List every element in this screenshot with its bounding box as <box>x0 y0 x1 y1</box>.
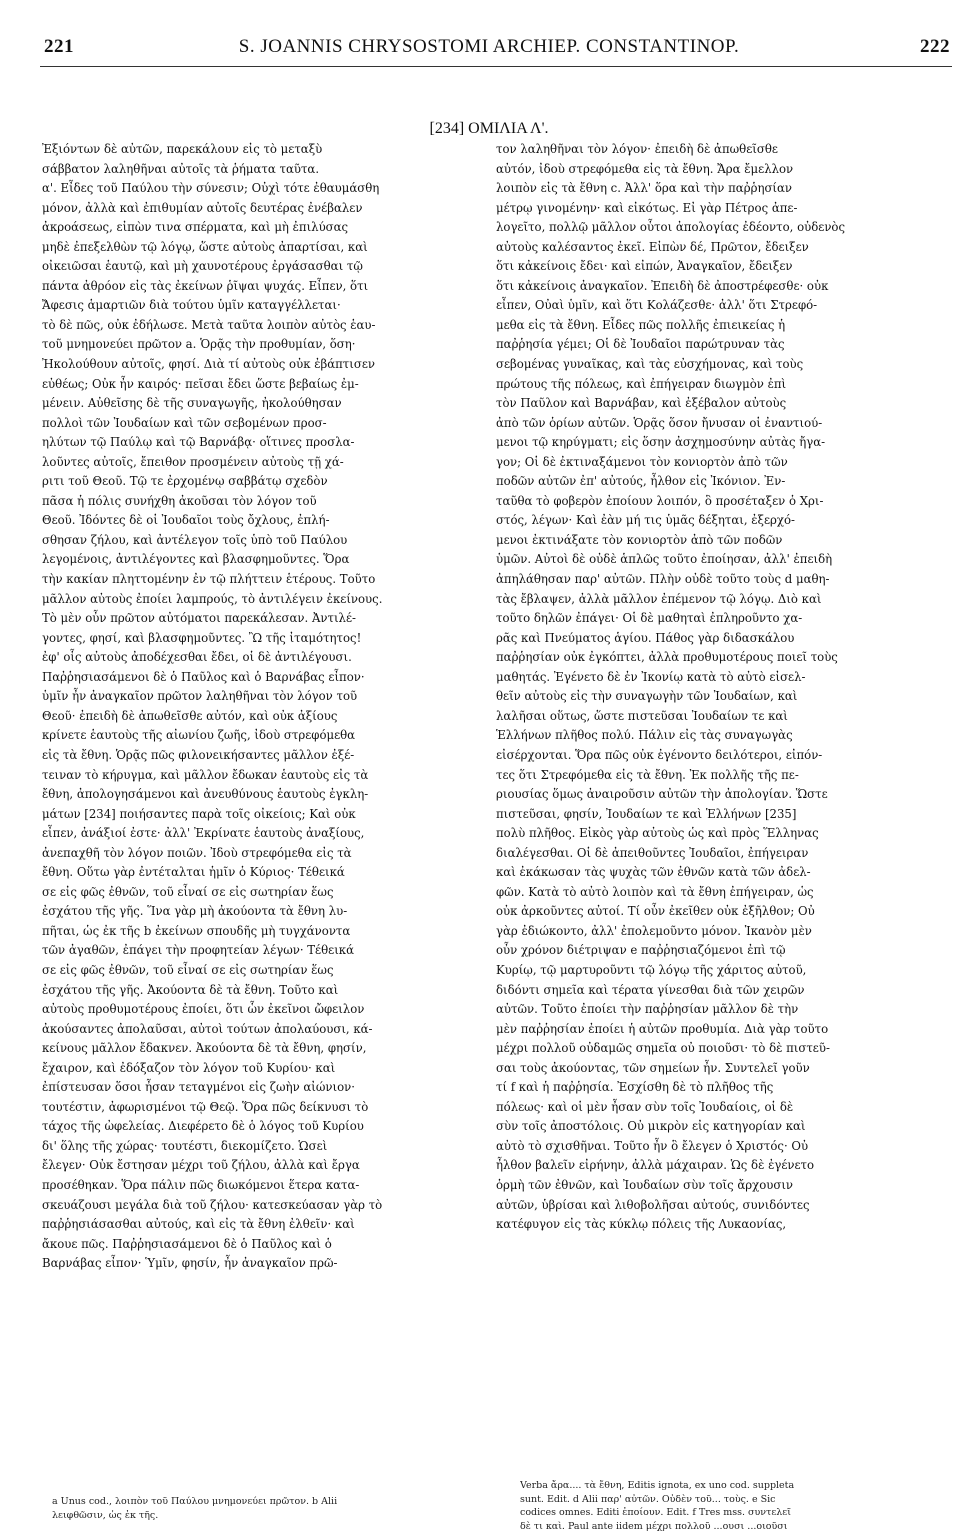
text-line: λογεῖτο, πολλῷ μᾶλλον οὗτοι ἀπολογίας ἐδέοντο, οὐδενὸς <box>496 220 846 235</box>
text-line: πόλεως· καὶ οἱ μὲν ἦσαν σὺν τοῖς Ἰουδαίοις, οἱ δὲ <box>496 1099 794 1114</box>
text-line: τάχος τῆς ὠφελείας. Διεφέρετο δὲ ὁ λόγος τοῦ Κυρίου <box>42 1119 364 1134</box>
text-line: ἀπηλάθησαν παρ' αὐτῶν. Πλὴν οὐδὲ τοῦτο τοὺς d μαθη- <box>496 572 830 587</box>
text-line: θεῖν αὐτοὺς εἰς τὴν συναγωγὴν τῶν Ἰουδαίων, καὶ <box>496 689 798 704</box>
text-line: οὖν χρόνον διέτριψαν e παῤῥησιαζόμενοι ἐπὶ τῷ <box>496 943 786 958</box>
text-line: εἶπεν, Οὐαὶ ὑμῖν, καὶ ὅτι Κολάζεσθε· ἀλλ' ὅτι Στρεφό- <box>496 298 818 313</box>
text-line: οἰκειῶσαι ἑαυτῷ, καὶ μὴ χαυνοτέρους ἐργάσασθαι τῷ <box>42 259 363 274</box>
text-line: ἔλεγεν· Οὐκ ἔστησαν μέχρι τοῦ ζήλου, ἀλλὰ καὶ ἔργα <box>42 1158 360 1173</box>
footnotes-left <box>52 1495 462 1522</box>
text-line: ηλύτων τῷ Παύλῳ καὶ τῷ Βαρνάβᾳ· οἵτινες προσλα- <box>42 435 355 450</box>
text-line: τοῦτο δηλῶν ἐπάγει· Οἱ δὲ μαθηταὶ ἐπληροῦντο χα- <box>496 611 803 626</box>
running-title: S. JOANNIS CHRYSOSTOMI ARCHIEP. CONSTANTINOP. <box>238 36 740 57</box>
text-line: στός, λέγων· Καὶ ἐὰν μή τις ὑμᾶς δέξηται, ἐξερχό- <box>496 513 795 528</box>
text-line: ἐσχάτου τῆς γῆς. Ἀκούοντα δὲ τὰ ἔθνη. Τοῦτο καὶ <box>42 982 339 997</box>
text-line: Βαρνάβας εἶπον· Ὑμῖν, φησίν, ἦν ἀναγκαῖον πρῶ- <box>42 1256 338 1271</box>
text-line: Παῤῥησιασάμενοι δὲ ὁ Παῦλος καὶ ὁ Βαρνάβας εἶπον· <box>42 669 365 684</box>
text-line: αὐτόν, ἰδοὺ στρεφόμεθα εἰς τὰ ἔθνη. Ἄρα ἔμελλον <box>496 161 794 176</box>
text-line: μάτων [234] ποιήσαντες παρὰ τοῖς οἰκείοις; Καὶ οὐκ <box>42 806 356 821</box>
text-line: αὐτῶν, ὑβρίσαι καὶ λιθοβολῆσαι αὐτούς, συνιδόντες <box>496 1197 810 1212</box>
text-line: λοιπὸν εἰς τὰ ἔθνη c. Ἀλλ' ὅρα καὶ τὴν παῤῥησίαν <box>496 181 792 196</box>
text-line: Ἠκολούθουν αὐτοῖς, φησί. Διὰ τί αὐτοὺς οὐκ ἐβάπτισεν <box>42 357 375 372</box>
text-line: τες ὅτι Στρεφόμεθα εἰς τὰ ἔθνη. Ἐκ πολλῆς τῆς πε- <box>496 767 799 782</box>
text-line: τῶν ἀγαθῶν, ἐπάγει τὴν προφητείαν λέγων· Τέθεικά <box>42 943 354 958</box>
text-line: τειναν τὸ κήρυγμα, καὶ μᾶλλον ἔδωκαν ἑαυτοὺς εἰς τὰ <box>42 767 369 782</box>
text-line: ρᾶς καὶ Πνεύματος ἁγίου. Πάθος γὰρ διδασκάλου <box>496 630 795 645</box>
text-line: σεβομένας γυναῖκας, καὶ τὰς εὐσχήμονας, καὶ τοὺς <box>496 357 804 372</box>
text-line: σαι τοὺς ἀκούοντας, τῶν σημείων ἦν. Συντελεῖ γοῦν <box>496 1060 810 1075</box>
page-number-left: 221 <box>44 36 74 57</box>
text-line: αὐτοὺς προθυμοτέρους ἐποίει, ὅτι ὧν ἐκεῖνοι ὤφειλον <box>42 1002 365 1017</box>
text-line: διαλέγεσθαι. Οἱ δὲ ἀπειθοῦντες Ἰουδαῖοι, ἐπήγειραν <box>496 845 809 860</box>
text-line: ἔθνη. Οὕτω γὰρ ἐντέταλται ἡμῖν ὁ Κύριος· Τέθεικά <box>42 865 345 880</box>
text-line: γοντες, φησί, καὶ βλασφημοῦντες. Ὢ τῆς ἰταμότητος! <box>42 630 362 645</box>
text-line: ταῦθα τὸ φοβερὸν ἐποίουν λοιπόν, ὃ προσέταξεν ὁ Χρι- <box>496 493 824 508</box>
text-line: γον; Οἱ δὲ ἐκτιναξάμενοι τὸν κονιορτὸν ἀπὸ τῶν <box>496 454 788 469</box>
footnotes-right <box>520 1479 940 1533</box>
text-line: παῤῥησία γέμει; Οἱ δὲ Ἰουδαῖοι παρώτρυναν τὰς <box>496 337 785 352</box>
text-line: τί f καὶ ἡ παῤῥησία. Ἐσχίσθη δὲ τὸ πλῆθος τῆς <box>496 1080 774 1095</box>
text-line: καὶ ἐκάκωσαν τὰς ψυχὰς τῶν ἐθνῶν κατὰ τῶν ἀδελ- <box>496 865 811 880</box>
text-line: μόνον, ἀλλὰ καὶ ἐπιθυμίαν αὐτοῖς δευτέρας ἐνέβαλεν <box>42 200 363 215</box>
text-line: μένειν. Αὐθεῖσης δὲ τῆς συναγωγῆς, ἠκολούθησαν <box>42 396 342 411</box>
text-line: ἐφ' οἷς αὐτοὺς ἀποδέχεσθαι ἔδει, οἱ δὲ ἀντιλέγουσι. <box>42 650 352 665</box>
text-line: δι' ὅλης τῆς χώρας· τουτέστι, διεκομίζετο. Ὡσεὶ <box>42 1138 328 1153</box>
text-line: πιστεῦσαι, φησίν, Ἰουδαίων τε καὶ Ἑλλήνων [235] <box>496 806 797 821</box>
text-line: μηδὲ ἐπεξελθὼν τῷ λόγῳ, ὥστε αὐτοὺς ἀπαρτίσαι, καὶ <box>42 239 368 254</box>
homily-heading: [234] ΟΜΙΛΙΑ Λ'. <box>429 120 549 137</box>
text-line: τουτέστιν, ἀφωρισμένοι τῷ Θεῷ. Ὅρα πῶς δείκνυσι τὸ <box>42 1099 369 1114</box>
text-line: σάββατον λαληθῆναι αὐτοῖς τὰ ῥήματα ταῦτα. <box>42 161 320 176</box>
text-line: κείνους μᾶλλον ἔδακνεν. Ἀκούοντα δὲ τὰ ἔθνη, φησίν, <box>42 1041 367 1056</box>
text-line: πρώτους τῆς πόλεως, καὶ ἐπήγειραν διωγμὸν ἐπὶ <box>496 376 787 391</box>
text-line: πῆται, ὡς ἐκ τῆς b ἐκείνων σπουδῆς μὴ τυγχάνοντα <box>42 923 351 938</box>
text-line: μενοι ἐκτινάξατε τὸν κονιορτὸν ἀπὸ τῶν ποδῶν <box>496 532 783 547</box>
text-line: Τὸ μὲν οὖν πρῶτον αὐτόματοι παρεκάλεσαν. Ἀντιλέ- <box>42 611 356 626</box>
right-text-column <box>496 140 936 1235</box>
text-line: πάντα ἀθρόον εἰς τὰς ἐκείνων ῥῖψαι ψυχάς. Εἶπεν, ὅτι <box>42 278 369 293</box>
text-line: γὰρ ἐδιώκοντο, ἀλλ' ἐπολεμοῦντο μόνον. Ἱκανὸν μὲν <box>496 923 812 938</box>
text-line: σε εἰς φῶς ἐθνῶν, τοῦ εἶναί σε εἰς σωτηρίαν ἕως <box>42 884 334 899</box>
text-line: μὲν παῤῥησίαν ἐποίει ἡ αὐτῶν προθυμία. Διὰ γὰρ τοῦτο <box>496 1021 829 1036</box>
text-line: Θεοῦ· ἐπειδὴ δὲ ἀπωθεῖσθε αὐτόν, καὶ οὐκ ἀξίους <box>42 708 338 723</box>
text-line: προσέθηκαν. Ὅρα πάλιν πῶς διωκόμενοι ἕτερα κατα- <box>42 1177 360 1192</box>
text-line: ριτι τοῦ Θεοῦ. Τῷ τε ἐρχομένῳ σαββάτῳ σχεδὸν <box>42 474 328 489</box>
text-line: οὐκ ἀρκοῦντες αὐτοί. Τί οὖν ἐκεῖθεν οὐκ ἐξῆλθον; Οὐ <box>496 904 815 919</box>
text-line: μέτρῳ γινομένην· καὶ εἰκότως. Εἰ γὰρ Πέτρος ἀπε- <box>496 200 798 215</box>
text-line: αὐτὸ τὸ σχισθῆναι. Τοῦτο ἦν ὃ ἔλεγεν ὁ Χριστός· Οὐ <box>496 1138 809 1153</box>
text-line: Ἑλλήνων πλῆθος πολύ. Πάλιν εἰς τὰς συναγωγὰς <box>496 728 793 743</box>
text-line: ἀκούσαντες ἀπολαῦσαι, αὐτοὶ τούτων ἀπολαύουσι, κά- <box>42 1021 373 1036</box>
text-line: ὅτι κἀκείνοις ἔδει· καὶ εἰπών, Ἀναγκαῖον, ἔδειξεν <box>496 259 793 274</box>
page-header <box>0 36 978 66</box>
text-line: ριουσίας ὅμως ἀναιροῦσιν αὐτῶν τὴν ἀπολογίαν. Ὥστε <box>496 787 828 802</box>
left-text-column <box>42 140 474 1274</box>
page-number-right: 222 <box>920 36 950 57</box>
text-line: μᾶλλον αὐτοὺς ἐποίει λαμπρούς, τὸ ἀντιλέγειν ἐκείνους. <box>42 591 383 606</box>
text-line: εὐθέως; Οὐκ ἦν καιρός· πεῖσαι ἔδει ὥστε βεβαίως ἐμ- <box>42 376 359 391</box>
text-line: ἄκουε πῶς. Παῤῥησιασάμενοι δὲ ὁ Παῦλος καὶ ὁ <box>42 1236 332 1251</box>
text-line: παῤῥησίαν οὐκ ἐγκόπτει, ἀλλὰ προθυμοτέρους ποιεῖ τοὺς <box>496 650 838 665</box>
text-line: πολὺ πλῆθος. Εἰκὸς γὰρ αὐτοὺς ὡς καὶ πρὸς Ἕλληνας <box>496 826 819 841</box>
footnote-line: δὲ τι καὶ. Paul ante iidem μέχρι πολλοῦ ...ουσι ...οιοῦσι <box>520 1520 788 1532</box>
text-line: μενοι τῷ κηρύγματι; εἰς ὅσην ἀσχημοσύνην αὐτὰς ἤγα- <box>496 435 826 450</box>
footnote-line: codices omnes. Editi ἐποίουν. Edit. f Tres mss. συντελεῖ <box>520 1507 791 1518</box>
text-line: λεγομένοις, ἀντιλέγοντες καὶ βλασφημοῦντες. Ὅρα <box>42 552 350 567</box>
text-line: σε εἰς φῶς ἐθνῶν, τοῦ εἶναί σε εἰς σωτηρίαν ἕως <box>42 962 334 977</box>
footnote-line: Verba ἄρα.... τὰ ἔθνη, Editis ignota, ex uno cod. suppleta <box>520 1480 795 1491</box>
text-line: Ἐξιόντων δὲ αὐτῶν, παρεκάλουν εἰς τὸ μεταξὺ <box>42 142 323 156</box>
text-line: ἔθνη, ἀπολογησάμενοι καὶ ἀνευθύνους ἑαυτοὺς ἐγκλη- <box>42 787 369 802</box>
text-line: τὸ δὲ πῶς, οὐκ ἐδήλωσε. Μετὰ ταῦτα λοιπὸν αὐτὸς ἑαυ- <box>42 317 376 332</box>
text-line: ἐσχάτου τῆς γῆς. Ἵνα γὰρ μὴ ἀκούοντα τὰ ἔθνη λυ- <box>42 904 348 919</box>
text-line: κατέφυγον εἰς τὰς κύκλῳ πόλεις τῆς Λυκαονίας, <box>496 1217 787 1232</box>
footnote-line: a Unus cod., λοιπὸν τοῦ Παύλου μνημονεύει πρῶτον. b Alii <box>52 1496 338 1507</box>
footnote-line: sunt. Edit. d Alii παρ' αὐτῶν. Οὐδὲν τοῦ... τοὺς. e Sic <box>520 1493 776 1505</box>
text-line: πᾶσα ἡ πόλις συνήχθη ἀκοῦσαι τὸν λόγον τοῦ <box>42 493 317 508</box>
text-line: παῤῥησιάσασθαι αὐτούς, καὶ εἰς τὰ ἔθνη ἐλθεῖν· καὶ <box>42 1217 355 1232</box>
text-line: λαλῆσαι οὕτως, ὥστε πιστεῦσαι Ἰουδαίων τε καὶ <box>496 708 788 723</box>
footnote-line: λειφθῶσιν, ὡς ἐκ τῆς. <box>52 1509 159 1521</box>
text-line: ἀκροάσεως, εἰπὼν τινα σπέρματα, καὶ μὴ ἐπιλύσας <box>42 220 349 235</box>
text-line: ὑμῖν ἦν ἀναγκαῖον πρῶτον λαληθῆναι τὸν λόγον τοῦ <box>42 689 358 704</box>
text-line: τὸν Παῦλον καὶ Βαρνάβαν, καὶ ἐξέβαλον αὐτοὺς <box>496 396 787 411</box>
text-line: σθησαν ζήλου, καὶ ἀντέλεγον τοῖς ὑπὸ τοῦ Παύλου <box>42 532 348 547</box>
text-line: μέχρι πολλοῦ οὐδαμῶς σημεῖα οὐ ποιοῦσι· τὸ δὲ πιστεῦ- <box>496 1041 830 1056</box>
text-line: εἶπεν, ἀνάξιοί ἐστε· ἀλλ' Ἐκρίνατε ἑαυτοὺς ἀναξίους, <box>42 826 365 841</box>
text-line: Κυρίῳ, τῷ μαρτυροῦντι τῷ λόγῳ τῆς χάριτος αὐτοῦ, <box>496 962 807 977</box>
text-line: τὰς ἔβλαψεν, ἀλλὰ μᾶλλον ἐπέμενον τῷ λόγῳ. Διὸ καὶ <box>496 591 822 606</box>
text-line: πολλοὶ τῶν Ἰουδαίων καὶ τῶν σεβομένων προσ- <box>42 415 327 430</box>
text-line: σκευάζουσι μεγάλα διὰ τοῦ ζήλου· κατεσκεύασαν γὰρ τὸ <box>42 1197 383 1212</box>
text-line: ἀνεπαχθῆ τὸν λόγον ποιῶν. Ἰδοὺ στρεφόμεθα εἰς τὰ <box>42 845 352 860</box>
text-line: ἔχαιρον, καὶ ἐδόξαζον τὸν λόγον τοῦ Κυρίου· καὶ <box>42 1060 336 1075</box>
text-line: ἦλθον βαλεῖν εἰρήνην, ἀλλὰ μάχαιραν. Ὡς δὲ ἐγένετο <box>496 1158 815 1173</box>
text-line: εἰς τὰ ἔθνη. Ὁρᾷς πῶς φιλονεικήσαντες μᾶλλον ἐξέ- <box>42 747 355 762</box>
text-line: τον λαληθῆναι τὸν λόγον· ἐπειδὴ δὲ ἀπωθεῖσθε <box>496 142 778 156</box>
text-line: σὺν τοῖς ἀποστόλοις. Οὐ μικρὸν εἰς κατηγορίαν καὶ <box>496 1119 806 1134</box>
text-line: α'. Εἶδες τοῦ Παύλου τὴν σύνεσιν; Οὐχὶ τότε ἐθαυμάσθη <box>42 181 380 196</box>
text-line: διδόντι σημεῖα καὶ τέρατα γίνεσθαι διὰ τῶν χειρῶν <box>496 982 805 997</box>
text-line: κρίνετε ἑαυτοὺς τῆς αἰωνίου ζωῆς, ἰδοὺ στρεφόμεθα <box>42 728 356 743</box>
text-line: ἀπὸ τῶν ὁρίων αὐτῶν. Ὁρᾷς ὅσον ἤνυσαν οἱ ἐναντιού- <box>496 415 823 430</box>
text-line: μαθητάς. Ἐγένετο δὲ ἐν Ἰκονίῳ κατὰ τὸ αὐτὸ εἰσελ- <box>496 669 806 684</box>
text-line: ἐπίστευσαν ὅσοι ἦσαν τεταγμένοι εἰς ζωὴν αἰώνιον· <box>42 1080 355 1095</box>
text-line: εἰσέρχονται. Ὅρα πῶς οὐκ ἐγένοντο δειλότεροι, εἰπόν- <box>496 747 823 762</box>
text-line: τοῦ μνημονεύει πρῶτον a. Ὁρᾷς τὴν προθυμίαν, ὅση· <box>42 337 356 352</box>
text-line: φῶν. Κατὰ τὸ αὐτὸ λοιπὸν καὶ τὰ ἔθνη ἐπήγειραν, ὡς <box>496 884 814 899</box>
text-line: ὁρμὴ τῶν ἐθνῶν, καὶ Ἰουδαίων σὺν τοῖς ἄρχουσιν <box>496 1177 794 1192</box>
text-line: μεθα εἰς τὰ ἔθνη. Εἶδες πῶς πολλῆς ἐπιεικείας ἡ <box>496 317 786 332</box>
text-line: τὴν κακίαν πληττομένην ἐν τῷ πλήττειν ἑτέρους. Τοῦτο <box>42 572 376 587</box>
text-line: λοῦντες αὐτοῖς, ἔπειθον προσμένειν αὐτοὺς τῇ χά- <box>42 454 344 469</box>
text-line: αὐτῶν. Τοῦτο ἐποίει τὴν παῤῥησίαν μᾶλλον δὲ τὴν <box>496 1002 799 1017</box>
text-line: Θεοῦ. Ἰδόντες δὲ οἱ Ἰουδαῖοι τοὺς ὄχλους, ἐπλή- <box>42 513 330 528</box>
text-line: αὐτοὺς καλέσαντος ἐκεῖ. Εἰπὼν δέ, Πρῶτον, ἔδειξεν <box>496 239 809 254</box>
text-line: ὑμῶν. Αὐτοὶ δὲ οὐδὲ ἁπλῶς τοῦτο ἐποίησαν, ἀλλ' ἐπειδὴ <box>496 552 833 567</box>
header-rule <box>40 66 952 67</box>
text-line: ποδῶν αὐτῶν ἐπ' αὐτούς, ἦλθον εἰς Ἰκόνιον. Ἐν- <box>496 474 786 489</box>
text-line: Ἄφεσις ἁμαρτιῶν διὰ τούτου ὑμῖν καταγγέλλεται· <box>42 298 341 313</box>
text-line: ὅτι κἀκείνοις ἀναγκαῖον. Ἐπειδὴ δὲ ἀποστρέφεσθε· οὐκ <box>496 278 829 293</box>
